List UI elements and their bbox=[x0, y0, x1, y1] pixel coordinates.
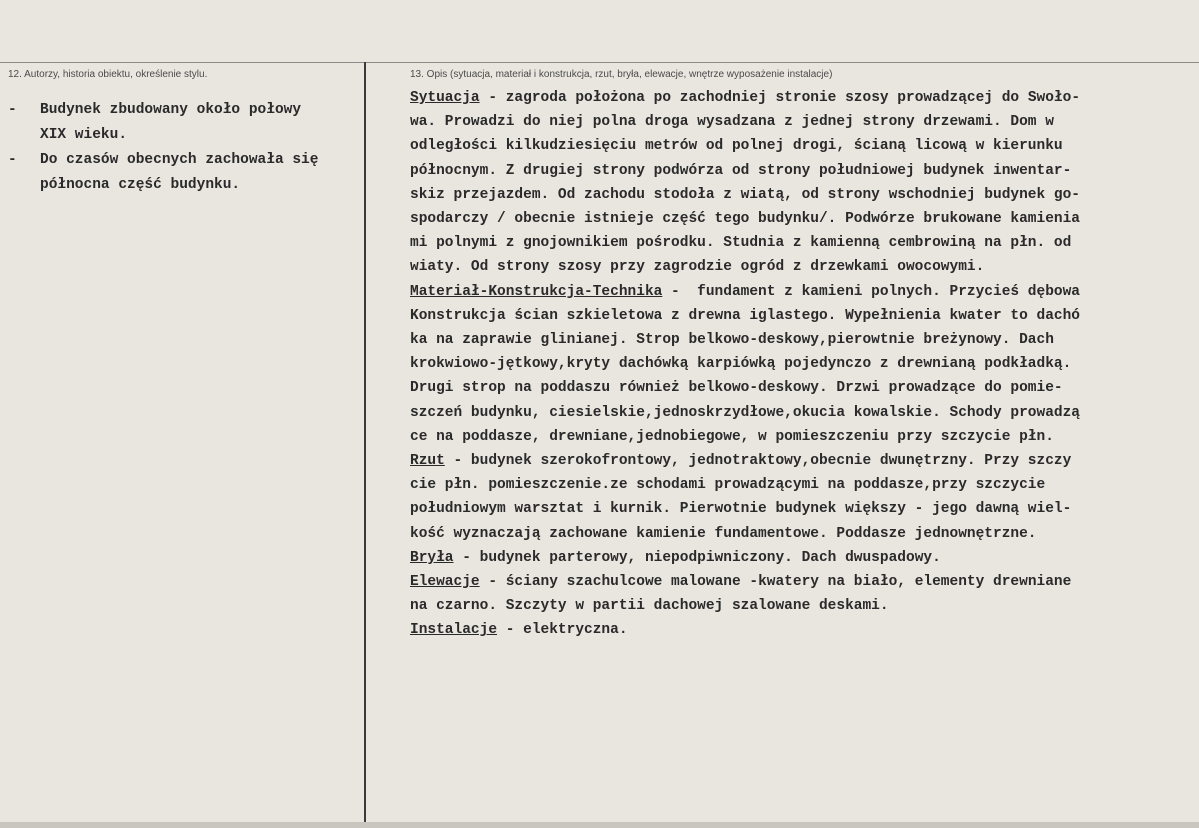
list-dash: - bbox=[8, 152, 17, 168]
field-13-label: 13. Opis (sytuacja, materiał i konstrukcja, rzut, bryła, elewacje, wnętrze wyposażenie instalacje) bbox=[410, 69, 833, 80]
list-item-line: XIX wieku. bbox=[40, 127, 128, 143]
list-item-line: Budynek zbudowany około połowy bbox=[40, 102, 302, 118]
description-line bbox=[410, 231, 1199, 255]
section-heading: Sytuacja bbox=[410, 90, 480, 106]
description-line bbox=[410, 425, 1199, 449]
description-text: kość wyznaczają zachowane kamienie fundamentowe. Poddasze jednownętrzne. bbox=[410, 525, 1037, 542]
description-line bbox=[410, 376, 1199, 400]
description-text: - fundament z kamieni polnych. Przycieś dębowa bbox=[662, 283, 1081, 300]
description-text: spodarczy / obecnie istnieje część tego budynku/. Podwórze brukowane kamienia bbox=[410, 211, 1081, 228]
description-line bbox=[410, 401, 1199, 425]
description-text: szczeń budynku, ciesielskie,jednoskrzydłowe,okucia kowalskie. Schody prowadzą bbox=[410, 404, 1081, 421]
section-heading: Bryła bbox=[410, 549, 454, 566]
description-text: ce na poddasze, drewniane,jednobiegowe, w pomieszczeniu przy szczycie płn. bbox=[410, 428, 1054, 445]
description-line bbox=[410, 134, 1199, 158]
list-item-line: północna część budynku. bbox=[40, 177, 241, 193]
authors-history-list bbox=[8, 98, 360, 198]
description-line bbox=[410, 352, 1199, 376]
description-text: - budynek parterowy, niepodpiwniczony. Dach dwuspadowy. bbox=[453, 549, 941, 566]
description-text: cie płn. pomieszczenie.ze schodami prowadzącymi na poddasze,przy szczycie bbox=[410, 477, 1046, 494]
section-heading: Rzut bbox=[410, 453, 445, 470]
description-line bbox=[410, 594, 1199, 618]
description-line bbox=[410, 304, 1199, 328]
description-line bbox=[410, 255, 1199, 279]
description-line bbox=[410, 618, 1199, 642]
section-heading: Materiał-Konstrukcja-Technika bbox=[410, 283, 663, 300]
description-line bbox=[410, 159, 1199, 183]
description-body bbox=[410, 86, 1199, 643]
description-text: Drugi strop na poddaszu również belkowo-deskowy. Drzwi prowadzące do pomie- bbox=[410, 380, 1063, 397]
description-text: skiz przejazdem. Od zachodu stodoła z wiatą, od strony wschodniej budynek go- bbox=[410, 186, 1081, 203]
description-line bbox=[410, 110, 1199, 134]
description-line bbox=[410, 328, 1199, 352]
description-text: - zagroda położona po zachodniej stronie szosy prowadzącej do Swoło- bbox=[479, 90, 1081, 106]
description-line bbox=[410, 522, 1199, 546]
description-line bbox=[410, 86, 1199, 110]
list-item-line: Do czasów obecnych zachowała się bbox=[40, 152, 319, 168]
description-line bbox=[410, 280, 1199, 304]
description-line bbox=[410, 207, 1199, 231]
description-line bbox=[410, 449, 1199, 473]
description-text: - elektryczna. bbox=[497, 622, 628, 639]
field-12-label: 12. Autorzy, historia obiektu, określenie stylu. bbox=[8, 69, 208, 80]
page-edge bbox=[0, 822, 1199, 828]
description-line bbox=[410, 183, 1199, 207]
list-item bbox=[8, 98, 360, 148]
column-divider bbox=[364, 62, 366, 822]
section-heading: Elewacje bbox=[410, 574, 480, 591]
description-text: wa. Prowadzi do niej polna droga wysadzana z jednej strony drzewami. Dom w bbox=[410, 114, 1054, 131]
description-text: odległości kilkudziesięciu metrów od polnej drogi, ścianą licową w kierunku bbox=[410, 138, 1063, 155]
description-text: krokwiowo-jętkowy,kryty dachówką karpiówką pojedynczo z drewnianą podkładką. bbox=[410, 356, 1072, 373]
list-dash: - bbox=[8, 102, 17, 118]
description-text: południowym warsztat i kurnik. Pierwotnie budynek większy - jego dawną wiel- bbox=[410, 501, 1072, 518]
description-text: Konstrukcja ścian szkieletowa z drewna iglastego. Wypełnienia kwater to dachó bbox=[410, 307, 1081, 324]
list-item bbox=[8, 148, 360, 198]
description-text: - ściany szachulcowe malowane -kwatery na biało, elementy drewniane bbox=[479, 574, 1072, 591]
section-heading: Instalacje bbox=[410, 622, 498, 639]
description-line bbox=[410, 497, 1199, 521]
description-text: - budynek szerokofrontowy, jednotraktowy,obecnie dwunętrzny. Przy szczy bbox=[444, 453, 1072, 470]
description-line bbox=[410, 546, 1199, 570]
description-text: północnym. Z drugiej strony podwórza od strony południowej budynek inwentar- bbox=[410, 162, 1072, 179]
description-text: mi polnymi z gnojownikiem pośrodku. Studnia z kamienną cembrowiną na płn. od bbox=[410, 235, 1072, 252]
description-text: wiaty. Od strony szosy przy zagrodzie ogród z drzewkami owocowymi. bbox=[410, 259, 985, 276]
description-text: na czarno. Szczyty w partii dachowej szalowane deskami. bbox=[410, 598, 889, 615]
description-line bbox=[410, 570, 1199, 594]
description-line bbox=[410, 473, 1199, 497]
description-text: ka na zaprawie glinianej. Strop belkowo-deskowy,pierowtnie breżynowy. Dach bbox=[410, 332, 1054, 349]
header-rule bbox=[0, 62, 1199, 63]
